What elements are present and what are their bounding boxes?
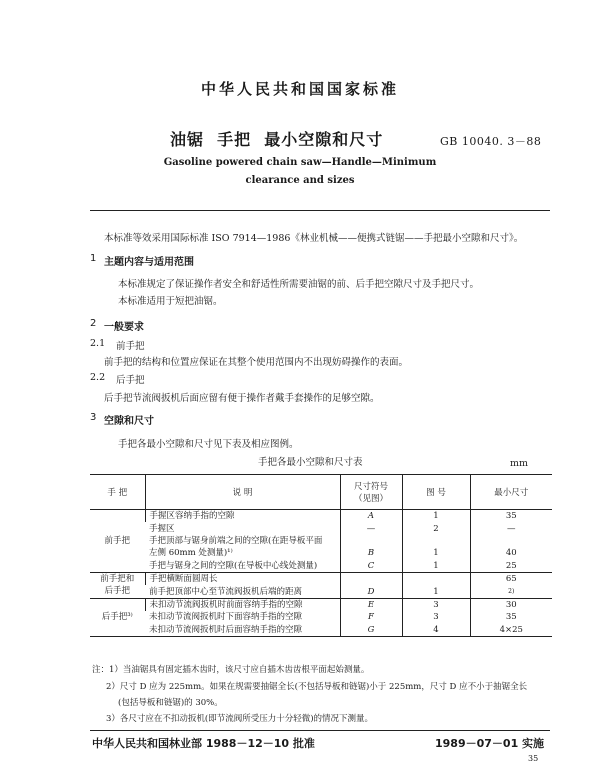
table-row [90,547,552,559]
effective-date: 1989－07－01 实施 [435,737,545,750]
row-symbol: C [340,560,402,573]
row-symbol: A [340,510,402,523]
row-min-size: 65 [470,572,552,585]
intro-paragraph: 本标准等效采用国际标准 ISO 7914—1986《林业机械——便携式链锯——手把最小空隙和尺寸》。 [104,233,524,244]
section-2-1-title: 前手把 [116,341,145,352]
row-description: 手握区 [149,523,175,534]
table-row [90,624,552,637]
row-description: 左侧 60mm 处测量)¹⁾ [149,548,233,559]
document-title: 油锯 手把 最小空隙和尺寸 [170,130,384,149]
row-min-size: 35 [470,611,552,623]
approval-info: 中华人民共和国林业部 1988－12－10 批准 [92,737,315,750]
section-1-paragraph-2: 本标准适用于短把油锯。 [118,296,223,307]
clearance-table [90,474,552,637]
header-symbol-line1: 尺寸符号 [353,482,388,492]
english-title-line1: Gasoline powered chain saw—Handle—Minimum [163,157,437,168]
row-min-size: 35 [470,510,552,523]
group-name-line2: 后手把 [104,586,130,597]
group-front-and-rear-handle [90,572,145,598]
row-figure [402,572,470,585]
section-1-paragraph-1: 本标准规定了保证操作者安全和舒适性所需要油锯的前、后手把空隙尺寸及手把尺寸。 [118,279,480,290]
note-3: 3）各尺寸应在不扣动扳机(即节流阀所受压力十分轻微)的情况下测量。 [106,714,374,724]
footer-divider [90,730,550,731]
row-min-size: — [470,522,552,534]
section-2-1-number: 2.1 [90,338,106,349]
standard-number: GB 10040. 3－88 [440,135,542,148]
row-figure [402,535,470,547]
header-description: 说 明 [145,475,340,510]
row-symbol: B [340,547,402,559]
section-2-title: 一般要求 [104,322,144,333]
table-unit: mm [510,458,529,469]
row-figure: 1 [402,547,470,559]
row-symbol: E [340,598,402,611]
page-number: 35 [528,754,539,763]
table-row [90,585,552,598]
row-description: 未扣动节流阀扳机时前面容纳手指的空隙 [145,598,340,611]
row-description: 手把与锯身之间的空隙(在导板中心线处测量) [149,560,318,571]
group-front-handle: 前手把 [90,510,145,573]
header-symbol-line2: （见图） [353,494,388,504]
group-name-line1: 前手把和 [100,574,135,585]
table-row [90,560,552,573]
table-row [90,572,552,585]
row-symbol: F [340,611,402,623]
section-3-title: 空隙和尺寸 [104,416,154,427]
row-figure: 2 [402,522,470,534]
section-3-number: 3 [90,412,97,423]
table-row [90,535,552,547]
table-row [90,522,552,534]
row-description: 未扣动节流阀扳机时后面容纳手指的空隙 [149,624,303,635]
section-2-1-text: 前手把的结构和位置应保证在其整个使用范围内不出现妨碍操作的表面。 [104,357,409,368]
row-min-size: 4×25 [470,624,552,637]
row-description: 手把顶部与锯身前端之间的空隙(在距导板平面 [149,535,323,546]
row-description: 手把横断面圆周长 [145,572,340,585]
row-figure: 3 [402,598,470,611]
note-1: 注：1）当油锯具有固定插木齿时，该尺寸应自插木齿齿根平面起始测量。 [92,665,370,675]
table-header-row [90,475,552,510]
english-title-line2: clearance and sizes [245,175,355,186]
section-2-2-number: 2.2 [90,372,106,383]
row-description: 未扣动节流阀扳机时下面容纳手指的空隙 [149,612,303,623]
table-row [90,611,552,623]
table-row [90,510,552,523]
row-figure: 1 [402,585,470,598]
row-symbol: D [340,585,402,598]
row-symbol: G [340,624,402,637]
row-figure: 4 [402,624,470,637]
row-min-size: 30 [470,598,552,611]
table-row [90,598,552,611]
header-symbol [340,475,402,510]
row-description: 前手把顶部中心至节流阀扳机后端的距离 [149,586,303,597]
header-figure: 图 号 [402,475,470,510]
row-description: 手握区容纳手指的空隙 [145,510,340,523]
section-3-paragraph: 手把各最小空隙和尺寸见下表及相应图例。 [118,439,299,450]
table-caption: 手把各最小空隙和尺寸表 [258,457,363,468]
section-2-number: 2 [90,318,97,329]
group-rear-handle: 后手把³⁾ [90,598,145,636]
row-min-size [470,535,552,547]
header-min-size: 最小尺寸 [470,475,552,510]
row-figure: 3 [402,611,470,623]
row-min-size: 2) [470,585,552,598]
section-2-2-title: 后手把 [116,375,145,386]
row-min-size: 40 [470,547,552,559]
note-2-line1: 2）尺寸 D 应为 225mm。如果在规需要抽锯全长(不包括导板和链锯)小于 225mm，尺寸 D 应不小于抽锯全长 [106,682,528,692]
section-2-2-text: 后手把节流阀扳机后面应留有便于操作者戴手套操作的足够空隙。 [104,393,380,404]
header-handle: 手 把 [90,475,145,510]
standard-header: 中华人民共和国国家标准 [200,80,399,98]
row-figure: 1 [402,510,470,523]
row-figure: 1 [402,560,470,573]
row-min-size: 25 [470,560,552,573]
section-1-number: 1 [90,253,97,264]
section-1-title: 主题内容与适用范围 [104,257,194,268]
row-symbol: — [340,522,402,534]
row-symbol [340,535,402,547]
row-symbol [340,572,402,585]
note-2-line2: (包括导板和链锯)的 30%。 [118,698,223,708]
header-divider [90,210,550,211]
